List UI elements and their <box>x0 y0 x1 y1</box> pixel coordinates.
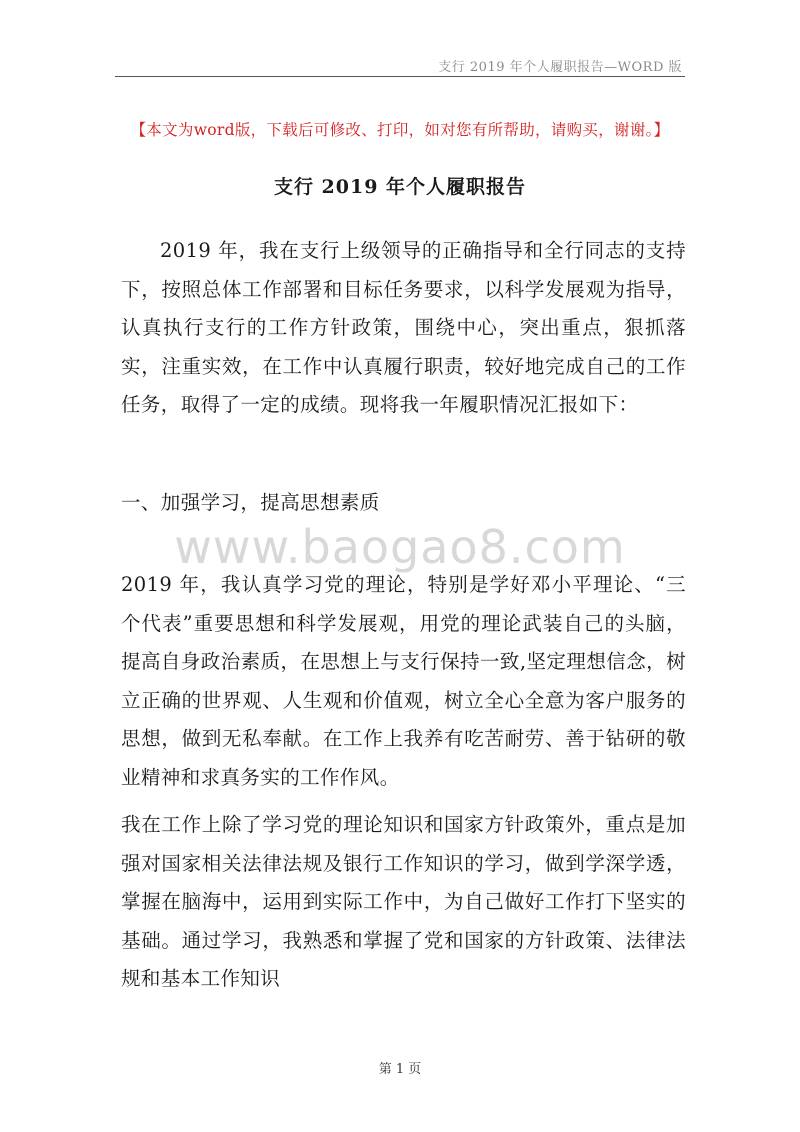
document-title: 支行 2019 年个人履职报告 <box>273 176 527 198</box>
running-header: 支行 2019 年个人履职报告—WORD 版 <box>438 60 682 75</box>
section-heading: 一、加强学习，提高思想素质 <box>121 491 380 514</box>
intro-paragraph: 2019 年，我在支行上级领导的正确指导和全行同志的支持下，按照总体工作部署和目标任务要求，以科学发展观为指导，认真执行支行的工作方针政策，围绕中心，突出重点，狠抓落实，注重实效，在工作中认真履行职责，较好地完成自己的工作任务，取得了一定的成绩。现将我一年履职情况汇报如下： <box>121 239 686 416</box>
header-divider <box>115 76 685 77</box>
body-paragraph: 2019 年，我认真学习党的理论，特别是学好邓小平理论、“三个代表”重要思想和科学发展观，用党的理论武装自己的头脑，提高自身政治素质，在思想上与支行保持一致,坚定理想信念，树立正确的世界观、人生观和价值观，树立全心全意为客户服务的思想，做到无私奉献。在工作上我养有吃苦耐劳、善于钻研的敬业精神和求真务实的工作作风。 <box>121 573 686 789</box>
body-paragraph: 我在工作上除了学习党的理论知识和国家方针政策外，重点是加强对国家相关法律法规及银行工作知识的学习，做到学深学透，掌握在脑海中，运用到实际工作中，为自己做好工作打下坚实的基础。通过学习，我熟悉和掌握了党和国家的方针政策、法律法规和基本工作知识 <box>121 813 686 990</box>
page-number: 第 1 页 <box>378 1062 422 1077</box>
watermark: www.baogao8.com <box>174 520 626 574</box>
purchase-notice: 【本文为word版，下载后可修改、打印，如对您有所帮助，请购买，谢谢。】 <box>130 121 670 139</box>
